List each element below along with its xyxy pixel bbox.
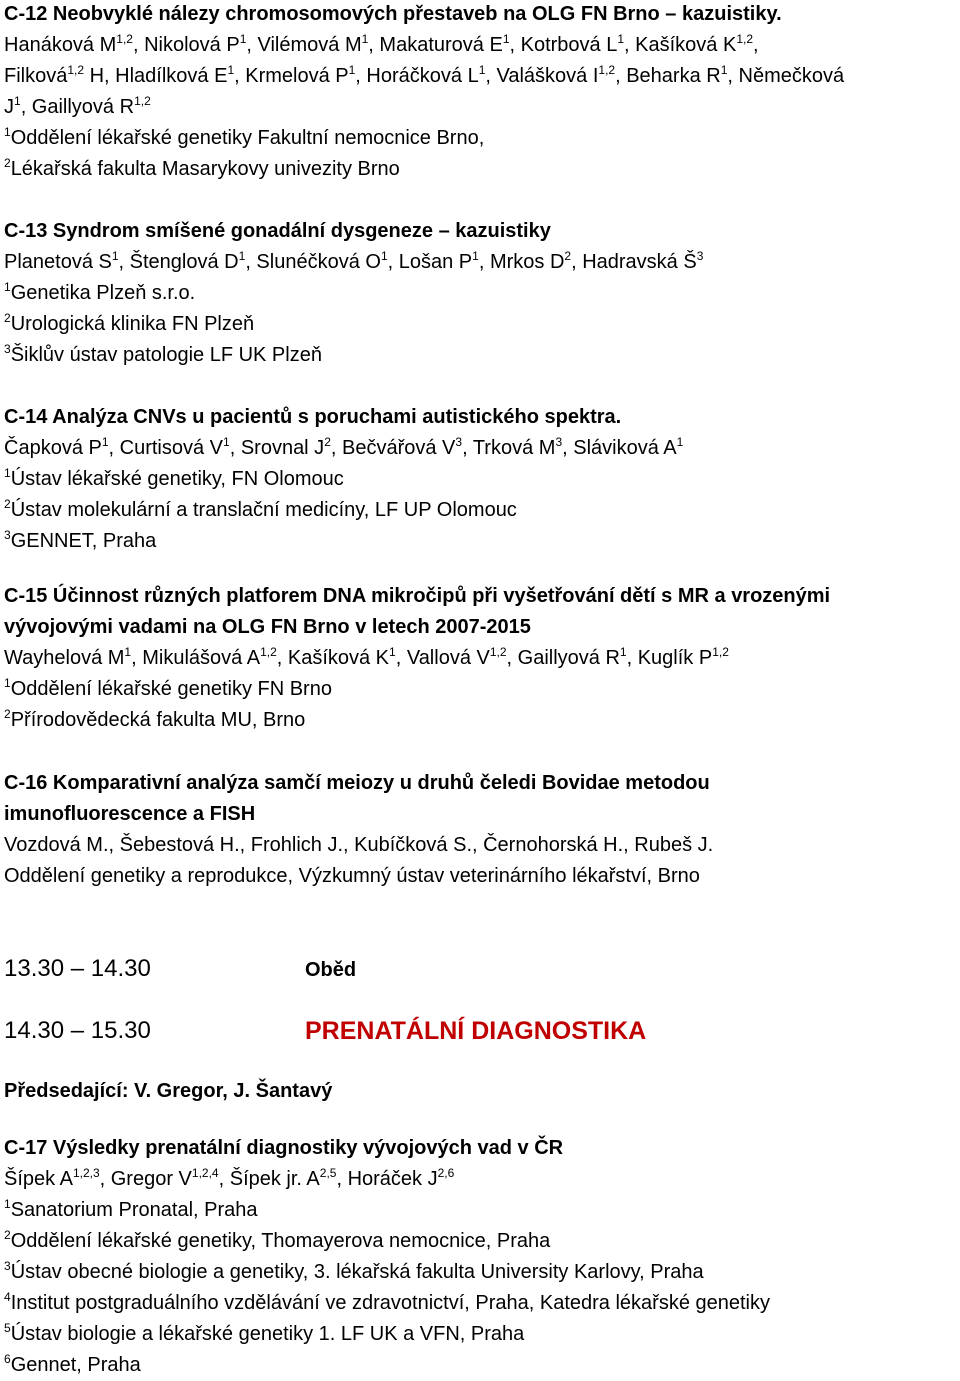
schedule-time: 14.30 – 15.30 <box>4 1017 151 1044</box>
footnote-marker: 1 <box>4 125 11 139</box>
footnote-marker: 1,2 <box>134 94 151 108</box>
text-segment: , Trková M <box>462 437 556 459</box>
affiliation-line <box>4 312 254 336</box>
text-segment: , Gregor V <box>99 1168 192 1190</box>
abstract-title-c12: C-12 Neobvyklé nálezy chromosomových přestaveb na OLG FN Brno – kazuistiky. <box>4 3 782 25</box>
abstract-title-c15: C-15 Účinnost různých platforem DNA mikročipů při vyšetřování dětí s MR a vrozenými <box>4 585 831 607</box>
text-segment: , Makaturová E <box>368 34 503 56</box>
text-segment: Oddělení lékařské genetiky, Thomayerova nemocnice, Praha <box>10 1230 551 1252</box>
session-heading-prenatal: PRENATÁLNÍ DIAGNOSTIKA <box>305 1017 647 1045</box>
text-segment: , Krmelová P <box>234 65 349 87</box>
text-segment: Ústav molekulární a translační medicíny, LF UP Olomouc <box>10 499 517 521</box>
footnote-marker: 1 <box>472 249 479 263</box>
authors-line <box>4 436 683 460</box>
authors-line <box>4 250 703 274</box>
text-segment: Ústav biologie a lékařské genetiky 1. LF UK a VFN, Praha <box>10 1323 525 1345</box>
text-segment: , Slunéčková O <box>245 251 381 273</box>
text-segment: , Kašíková K <box>276 647 390 669</box>
text-segment: , Sláviková A <box>562 437 677 459</box>
text-segment: Planetová S <box>4 251 112 273</box>
text-segment: , Vilémová M <box>246 34 362 56</box>
text-segment: , Valášková I <box>485 65 599 87</box>
affiliation-line <box>4 281 195 305</box>
text-segment: Ústav obecné biologie a genetiky, 3. lékařská fakulta University Karlovy, Praha <box>10 1261 704 1283</box>
footnote-marker: 2,5 <box>319 1166 337 1180</box>
text-segment: Lékařská fakulta Masarykovy univezity Brno <box>10 158 400 180</box>
footnote-marker: 1 <box>4 676 11 690</box>
schedule-time: 13.30 – 14.30 <box>4 955 151 982</box>
affiliation-line: Oddělení genetiky a reprodukce, Výzkumný ústav veterinárního lékařství, Brno <box>4 865 700 887</box>
footnote-marker: 1 <box>4 1197 11 1211</box>
footnote-marker: 1 <box>111 249 119 263</box>
text-segment: Oddělení lékařské genetiky Fakultní nemocnice Brno, <box>10 127 485 149</box>
text-segment: , <box>753 34 759 56</box>
affiliation-line <box>4 343 322 367</box>
affiliation-line <box>4 1198 258 1222</box>
text-segment: Urologická klinika FN Plzeň <box>10 313 255 335</box>
affiliation-line <box>4 708 305 732</box>
text-segment: , Štenglová D <box>118 251 239 273</box>
text-segment: Čapková P <box>4 437 102 459</box>
abstract-title-c17: C-17 Výsledky prenatální diagnostiky vývojových vad v ČR <box>4 1137 564 1159</box>
footnote-marker: 2 <box>324 435 331 449</box>
text-segment: , Beharka R <box>615 65 721 87</box>
text-segment: , Srovnal J <box>229 437 325 459</box>
footnote-marker: 3 <box>4 1259 11 1273</box>
footnote-marker: 1 <box>239 32 247 46</box>
text-segment: , Němečková <box>727 65 845 87</box>
affiliation-line <box>4 529 156 553</box>
text-segment: Genetika Plzeň s.r.o. <box>10 282 196 304</box>
abstract-title-c13: C-13 Syndrom smíšené gonadální dysgeneze – kazuistiky <box>4 220 551 242</box>
text-segment: , Kotrbová L <box>509 34 618 56</box>
footnote-marker: 1,2 <box>67 63 85 77</box>
footnote-marker: 1 <box>223 435 230 449</box>
abstract-title-c16-cont: imunofluorescence a FISH <box>4 803 256 825</box>
footnote-marker: 1,2 <box>260 645 277 659</box>
authors-line <box>4 646 729 670</box>
text-segment: , Bečvářová V <box>330 437 456 459</box>
footnote-marker: 3 <box>455 435 463 449</box>
text-segment: Hanáková M <box>4 34 117 56</box>
text-segment: Institut postgraduálního vzdělávání ve zdravotnictví, Praha, Katedra lékařské genetiky <box>10 1292 771 1314</box>
footnote-marker: 1,2 <box>116 32 133 46</box>
text-segment: , Horáček J <box>336 1168 438 1190</box>
affiliation-line <box>4 1291 770 1315</box>
text-segment: GENNET, Praha <box>10 530 157 552</box>
text-segment: H, Hladílková E <box>84 65 228 87</box>
authors-line <box>4 1167 454 1191</box>
footnote-marker: 1,2 <box>598 63 616 77</box>
footnote-marker: 1 <box>348 63 356 77</box>
footnote-marker: 1 <box>227 63 235 77</box>
footnote-marker: 3 <box>696 249 704 263</box>
text-segment: Šípek A <box>4 1168 73 1190</box>
authors-line <box>4 95 151 119</box>
text-segment: , Curtisová V <box>108 437 224 459</box>
footnote-marker: 4 <box>4 1290 11 1304</box>
footnote-marker: 2 <box>4 311 11 325</box>
text-segment: , Vallová V <box>395 647 490 669</box>
footnote-marker: 3 <box>4 342 11 356</box>
footnote-marker: 3 <box>4 528 11 542</box>
footnote-marker: 2 <box>4 156 11 170</box>
text-segment: Přírodovědecká fakulta MU, Brno <box>10 709 306 731</box>
authors-line <box>4 33 759 57</box>
footnote-marker: 1 <box>4 280 11 294</box>
text-segment: , Kašíková K <box>624 34 737 56</box>
footnote-marker: 1 <box>676 435 684 449</box>
text-segment: Gennet, Praha <box>10 1354 141 1376</box>
footnote-marker: 1,2 <box>712 645 729 659</box>
text-segment: J <box>4 96 14 118</box>
abstract-title-c16: C-16 Komparativní analýza samčí meiozy u druhů čeledi Bovidae metodou <box>4 772 710 794</box>
footnote-marker: 1 <box>617 32 625 46</box>
footnote-marker: 1 <box>4 466 11 480</box>
text-segment: , Hadravská Š <box>571 251 697 273</box>
affiliation-line <box>4 498 517 522</box>
text-segment: Sanatorium Pronatal, Praha <box>10 1199 258 1221</box>
text-segment: , Kuglík P <box>626 647 713 669</box>
footnote-marker: 1 <box>14 94 21 108</box>
affiliation-line <box>4 467 344 491</box>
text-segment: , Šípek jr. A <box>218 1168 320 1190</box>
schedule-label-lunch: Oběd <box>305 959 357 981</box>
session-chairs: Předsedající: V. Gregor, J. Šantavý <box>4 1080 333 1102</box>
text-segment: Šiklův ústav patologie LF UK Plzeň <box>10 344 322 366</box>
footnote-marker: 1,2 <box>489 645 507 659</box>
abstract-title-c14: C-14 Analýza CNVs u pacientů s poruchami autistického spektra. <box>4 406 622 428</box>
affiliation-line <box>4 1322 524 1346</box>
footnote-marker: 1 <box>720 63 728 77</box>
affiliation-line <box>4 126 484 150</box>
footnote-marker: 1,2 <box>736 32 753 46</box>
authors-line <box>4 64 844 88</box>
footnote-marker: 1,2,4 <box>191 1166 219 1180</box>
footnote-marker: 1,2,3 <box>72 1166 100 1180</box>
footnote-marker: 5 <box>4 1321 11 1335</box>
text-segment: , Nikolová P <box>132 34 240 56</box>
affiliation-line <box>4 1260 704 1284</box>
footnote-marker: 1 <box>101 435 109 449</box>
footnote-marker: 1 <box>380 249 388 263</box>
footnote-marker: 2 <box>4 1228 11 1242</box>
footnote-marker: 1 <box>619 645 627 659</box>
text-segment: Filková <box>4 65 68 87</box>
text-segment: Ústav lékařské genetiky, FN Olomouc <box>10 468 344 490</box>
footnote-marker: 1 <box>389 645 396 659</box>
footnote-marker: 1 <box>478 63 486 77</box>
affiliation-line <box>4 1229 550 1253</box>
text-segment: , Mrkos D <box>478 251 565 273</box>
affiliation-line <box>4 157 400 181</box>
text-segment: , Lošan P <box>387 251 473 273</box>
footnote-marker: 2 <box>564 249 572 263</box>
text-segment: , Mikulášová A <box>131 647 261 669</box>
text-segment: Oddělení lékařské genetiky FN Brno <box>10 678 332 700</box>
footnote-marker: 3 <box>555 435 563 449</box>
affiliation-line <box>4 677 332 701</box>
footnote-marker: 1 <box>124 645 132 659</box>
affiliation-line <box>4 1353 141 1377</box>
text-segment: , Gaillyová R <box>20 96 135 118</box>
footnote-marker: 1 <box>502 32 510 46</box>
footnote-marker: 6 <box>4 1352 11 1366</box>
text-segment: , Gaillyová R <box>506 647 620 669</box>
authors-line: Vozdová M., Šebestová H., Frohlich J., Kubíčková S., Černohorská H., Rubeš J. <box>4 834 714 856</box>
footnote-marker: 1 <box>361 32 369 46</box>
footnote-marker: 2,6 <box>437 1166 455 1180</box>
text-segment: Wayhelová M <box>4 647 125 669</box>
footnote-marker: 2 <box>4 497 11 511</box>
footnote-marker: 1 <box>238 249 246 263</box>
text-segment: , Horáčková L <box>355 65 479 87</box>
abstract-title-c15-cont: vývojovými vadami na OLG FN Brno v letech 2007-2015 <box>4 616 531 638</box>
footnote-marker: 2 <box>4 707 11 721</box>
